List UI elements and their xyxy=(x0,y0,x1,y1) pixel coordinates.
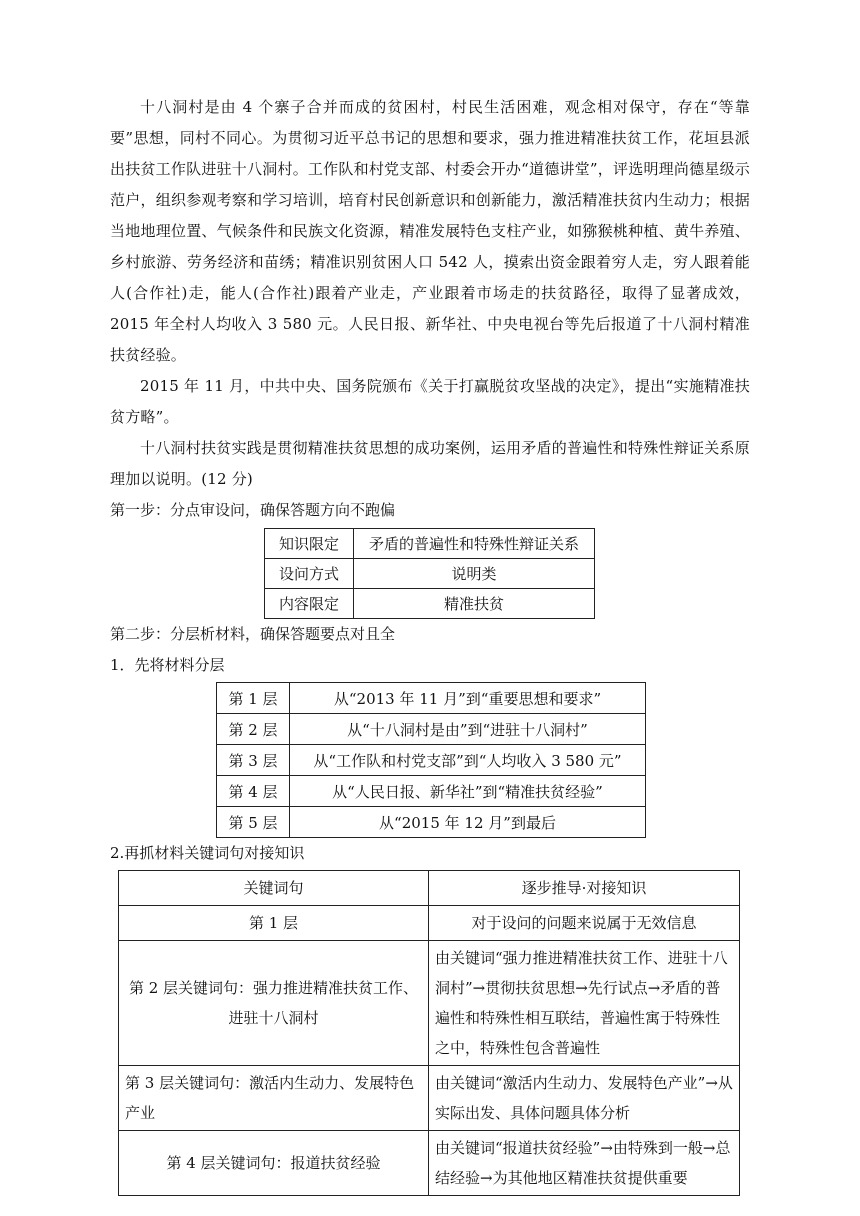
document-content xyxy=(110,92,750,1196)
step1-heading: 第一步：分点审设问，确保答题方向不跑偏 xyxy=(110,501,396,519)
table-cell: 从“十八洞村是由”到“进驻十八洞村” xyxy=(290,714,646,745)
table-row xyxy=(119,1066,740,1131)
table-cell: 对于设问的问题来说属于无效信息 xyxy=(429,906,740,941)
table-row xyxy=(217,745,646,776)
material-paragraph-1: 十八洞村是由 4 个寨子合并而成的贫困村，村民生活困难，观念相对保守，存在“等靠要”思想，同村不同心。为贯彻习近平总书记的思想和要求，强力推进精准扶贫工作，花垣县派出扶贫工作队进驻十八洞村。工作队和村党支部、村委会开办“道德讲堂”，评选明理尚德星级示范户，组织参观考察和学习培训，培育村民创新意识和创新能力，激活精准扶贫内生动力；根据当地地理位置、气候条件和民族文化资源，精准发展特色支柱产业，如猕猴桃种植、黄牛养殖、乡村旅游、劳务经济和苗绣；精准识别贫困人口 542 人，摸索出资金跟着穷人走，穷人跟着能人(合作社)走，能人(合作社)跟着产业走，产业跟着市场走的扶贫路径，取得了显著成效，2015 年全村人均收入 3 580 元。人民日报、新华社、中央电视台等先后报道了十八洞村精准扶贫经验。 xyxy=(110,98,750,364)
step1-table xyxy=(264,528,595,619)
table-cell: 设问方式 xyxy=(265,559,354,589)
table-row xyxy=(265,529,595,559)
table-cell: 由关键词“强力推进精准扶贫工作、进驻十八洞村”→贯彻扶贫思想→先行试点→矛盾的普遍性和特殊性相互联结，普遍性寓于特殊性之中，特殊性包含普遍性 xyxy=(429,941,740,1066)
keywords-table xyxy=(118,870,740,1196)
table-cell: 从“工作队和村党支部”到“人均收入 3 580 元” xyxy=(290,745,646,776)
table-cell: 从“人民日报、新华社”到“精准扶贫经验” xyxy=(290,776,646,807)
table-header-row xyxy=(119,871,740,906)
table-cell: 第 3 层关键词句：激活内生动力、发展特色产业 xyxy=(119,1066,429,1131)
table-cell: 第 2 层 xyxy=(217,714,290,745)
table-row xyxy=(217,683,646,714)
table-row xyxy=(119,941,740,1066)
table-cell: 从“2015 年 12 月”到最后 xyxy=(290,807,646,838)
table-row xyxy=(119,1131,740,1196)
table-cell: 第 1 层 xyxy=(119,906,429,941)
table-cell: 精准扶贫 xyxy=(354,589,595,619)
table-row xyxy=(265,559,595,589)
table-cell: 知识限定 xyxy=(265,529,354,559)
table-cell: 第 4 层 xyxy=(217,776,290,807)
table-cell: 第 3 层 xyxy=(217,745,290,776)
table-cell: 内容限定 xyxy=(265,589,354,619)
table-cell: 从“2013 年 11 月”到“重要思想和要求” xyxy=(290,683,646,714)
table-row xyxy=(217,714,646,745)
table-row xyxy=(119,906,740,941)
layers-table xyxy=(216,682,646,838)
table-cell: 第 5 层 xyxy=(217,807,290,838)
step2-heading: 第二步：分层析材料，确保答题要点对且全 xyxy=(110,625,396,643)
question-paragraph: 十八洞村扶贫实践是贯彻精准扶贫思想的成功案例，运用矛盾的普遍性和特殊性辩证关系原理加以说明。(12 分) xyxy=(110,439,750,488)
material-paragraph-2: 2015 年 11 月，中共中央、国务院颁布《关于打赢脱贫攻坚战的决定》，提出“实施精准扶贫方略”。 xyxy=(110,377,750,426)
table-cell: 第 4 层关键词句：报道扶贫经验 xyxy=(119,1131,429,1196)
table-row xyxy=(265,589,595,619)
step2-subheading-1: 1．先将材料分层 xyxy=(110,656,225,674)
table-cell: 第 2 层关键词句：强力推进精准扶贫工作、进驻十八洞村 xyxy=(119,941,429,1066)
table-cell: 说明类 xyxy=(354,559,595,589)
step2-subheading-2: 2.再抓材料关键词句对接知识 xyxy=(110,844,305,862)
table-row xyxy=(217,776,646,807)
table-cell: 矛盾的普遍性和特殊性辩证关系 xyxy=(354,529,595,559)
table-header-cell: 逐步推导·对接知识 xyxy=(429,871,740,906)
table-cell: 由关键词“激活内生动力、发展特色产业”→从实际出发、具体问题具体分析 xyxy=(429,1066,740,1131)
table-row xyxy=(217,807,646,838)
table-header-cell: 关键词句 xyxy=(119,871,429,906)
table-cell: 第 1 层 xyxy=(217,683,290,714)
table-cell: 由关键词“报道扶贫经验”→由特殊到一般→总结经验→为其他地区精准扶贫提供重要 xyxy=(429,1131,740,1196)
